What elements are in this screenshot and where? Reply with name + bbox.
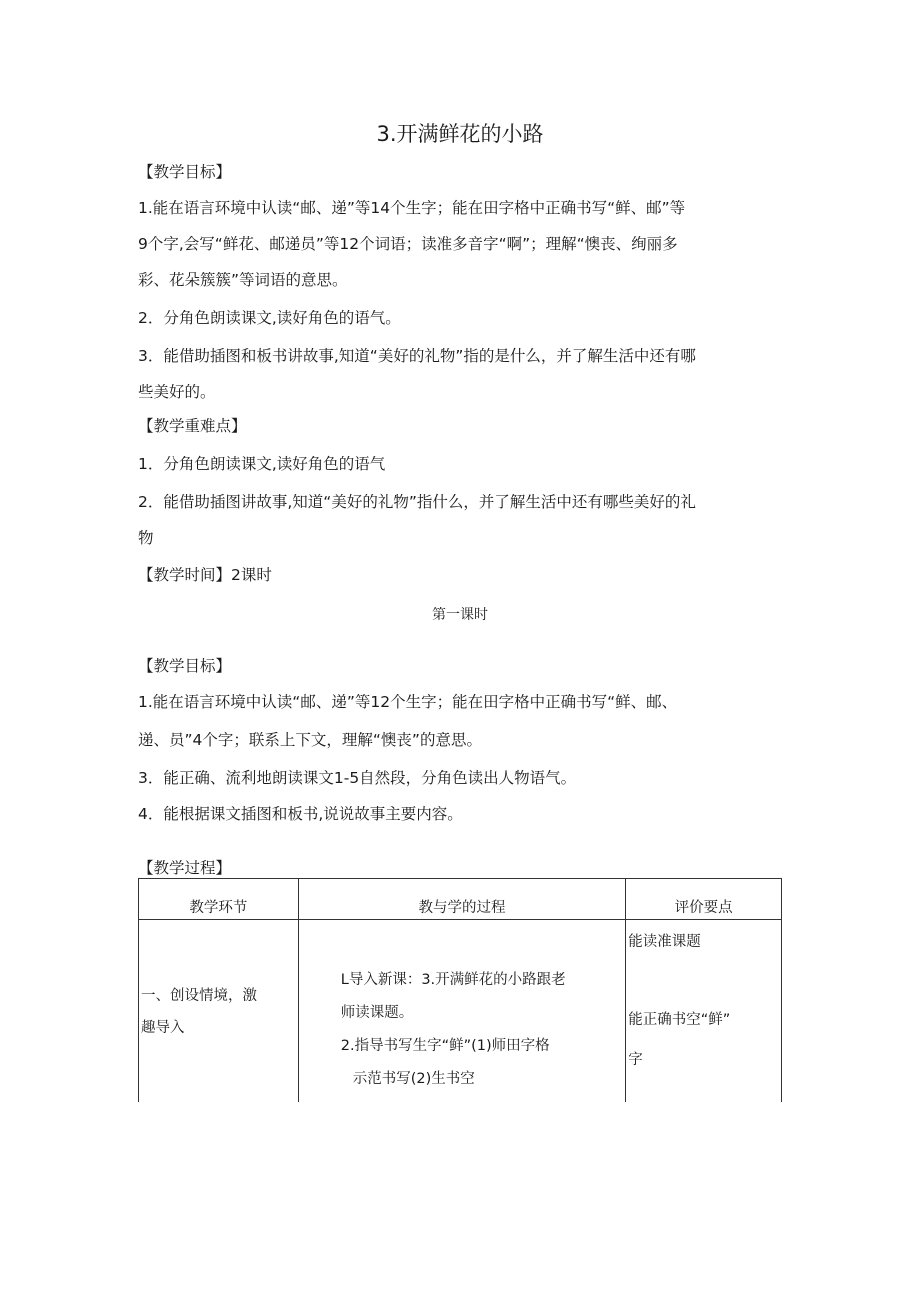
process-line-4: 示范书写(2)生书空	[352, 1071, 475, 1087]
process-heading: 【教学过程】	[138, 859, 232, 877]
table-row	[139, 920, 782, 1103]
evaluation-point-2-line-2: 字	[628, 1052, 643, 1068]
goal-1-line-2: 9个字,会写“鲜花、邮递员”等12个词语；读准多音字“啊”；理解“懊丧、绚丽多	[138, 235, 678, 253]
key-point-2-line-1: 2．能借助插图讲故事,知道“美好的礼物”指什么，并了解生活中还有哪些美好的礼	[138, 493, 696, 511]
stage-line-2: 趣导入	[141, 1020, 185, 1036]
key-point-1: 1．分角色朗读课文,读好角色的语气	[138, 455, 386, 473]
goal-3-line-2: 些美好的。	[138, 383, 216, 401]
process-cell	[298, 920, 625, 1103]
lesson-goal-1-line-2: 递、员”4个字；联系上下文，理解“懊丧”的意思。	[138, 731, 482, 749]
stage-line-1: 一、创设情境，激	[141, 988, 257, 1004]
evaluation-point-1: 能读准课题	[628, 934, 701, 950]
key-point-2-line-2: 物	[138, 529, 154, 547]
page-title: 3.开满鲜花的小路	[376, 122, 544, 146]
lesson-goal-3: 3．能正确、流利地朗读课文1-5自然段，分角色读出人物语气。	[138, 769, 577, 787]
table-header-row	[139, 879, 782, 920]
lesson-goal-4: 4．能根据课文插图和板书,说说故事主要内容。	[138, 805, 463, 823]
stage-cell	[139, 920, 299, 1103]
header-process: 教与学的过程	[298, 879, 625, 920]
evaluation-point-2-line-1: 能正确书空“鲜”	[628, 1012, 731, 1028]
process-table	[138, 878, 782, 1102]
lesson-one-heading: 第一课时	[432, 607, 488, 623]
process-line-2: 师读课题。	[340, 1005, 414, 1021]
goal-1-line-1: 1.能在语言环境中认读“邮、递”等14个生字；能在田字格中正确书写“鲜、邮”等	[138, 199, 686, 217]
goals-heading: 【教学目标】	[138, 163, 232, 181]
key-points-heading: 【教学重难点】	[138, 417, 247, 435]
goal-2: 2．分角色朗读课文,读好角色的语气。	[138, 309, 401, 327]
header-stage: 教学环节	[139, 879, 299, 920]
lesson-goal-1-line-1: 1.能在语言环境中认读“邮、递”等12个生字；能在田字格中正确书写“鲜、邮、	[138, 693, 678, 711]
goal-3-line-1: 3．能借助插图和板书讲故事,知道“美好的礼物”指的是什么，并了解生活中还有哪	[138, 347, 696, 365]
teaching-time: 【教学时间】2课时	[138, 566, 272, 584]
lesson-goals-heading: 【教学目标】	[138, 657, 232, 675]
process-line-1: L导入新课：3.开满鲜花的小路跟老	[340, 972, 566, 988]
goal-1-line-3: 彩、花朵簇簇”等词语的意思。	[138, 271, 348, 289]
process-line-3: 2.指导书写生字“鲜”(1)师田字格	[340, 1038, 550, 1054]
evaluation-cell	[626, 920, 782, 1103]
header-evaluation: 评价要点	[626, 879, 782, 920]
